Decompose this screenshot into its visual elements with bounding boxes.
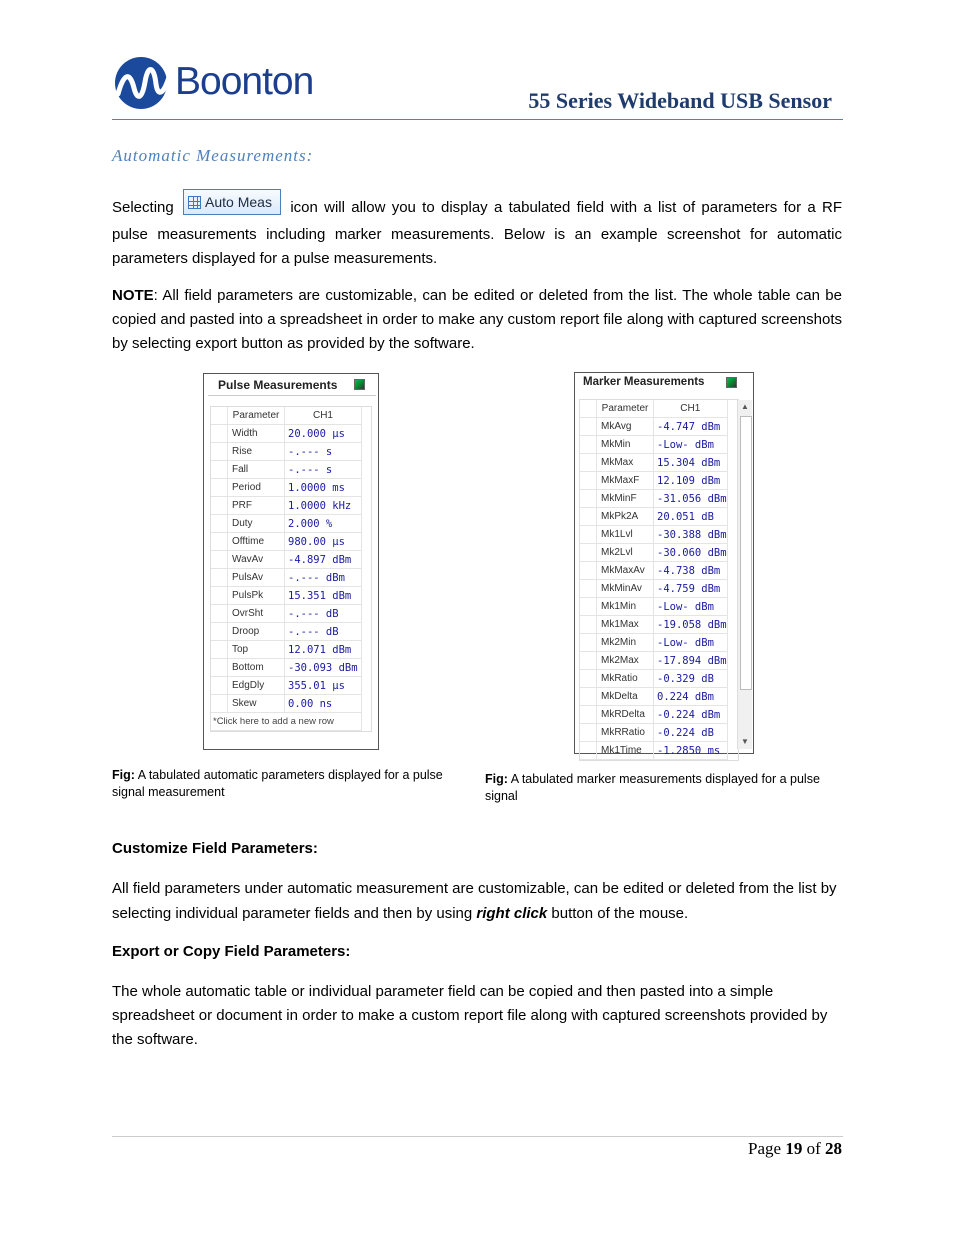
- page-number: [748, 1139, 842, 1159]
- parameter-value[interactable]: -Low- dBm: [654, 634, 728, 652]
- footer-divider: [112, 1136, 843, 1137]
- caption-text: A tabulated automatic parameters displayed for a pulse signal measurement: [112, 768, 443, 799]
- parameter-value[interactable]: -30.060 dBm: [654, 544, 728, 562]
- parameter-value[interactable]: 12.109 dBm: [654, 472, 728, 490]
- parameter-name[interactable]: MkMinAv: [597, 580, 654, 598]
- row-gutter: [580, 508, 597, 526]
- customize-text-after: button of the mouse.: [547, 905, 689, 922]
- parameter-value[interactable]: -.--- dBm: [285, 569, 362, 587]
- row-gutter: [211, 551, 228, 569]
- table-row[interactable]: [211, 587, 362, 605]
- row-gutter: [580, 724, 597, 742]
- table-row[interactable]: [211, 551, 362, 569]
- parameter-value[interactable]: 980.00 µs: [285, 533, 362, 551]
- parameter-value[interactable]: -19.058 dBm: [654, 616, 728, 634]
- scroll-up-icon[interactable]: ▲: [741, 402, 749, 411]
- parameter-value[interactable]: 20.000 µs: [285, 425, 362, 443]
- export-icon[interactable]: [726, 377, 737, 388]
- col-header-ch1: CH1: [285, 407, 362, 425]
- row-gutter: [211, 443, 228, 461]
- parameter-value[interactable]: 0.224 dBm: [654, 688, 728, 706]
- col-header-parameter: Parameter: [228, 407, 285, 425]
- parameter-value[interactable]: -0.224 dBm: [654, 706, 728, 724]
- parameter-name[interactable]: PulsPk: [228, 587, 285, 605]
- para1-before: Selecting: [112, 199, 174, 216]
- parameter-name[interactable]: EdgDly: [228, 677, 285, 695]
- customize-paragraph: [112, 876, 847, 926]
- parameter-name[interactable]: Period: [228, 479, 285, 497]
- parameter-value[interactable]: -.--- dB: [285, 605, 362, 623]
- parameter-value[interactable]: -0.329 dB: [654, 670, 728, 688]
- row-gutter: [580, 670, 597, 688]
- parameter-name[interactable]: Rise: [228, 443, 285, 461]
- table-row[interactable]: [211, 641, 362, 659]
- current-page: 19: [785, 1139, 803, 1158]
- parameter-value[interactable]: 12.071 dBm: [285, 641, 362, 659]
- row-gutter: [580, 472, 597, 490]
- table-row[interactable]: [580, 526, 727, 544]
- parameter-name[interactable]: MkMin: [597, 436, 654, 454]
- row-gutter: [580, 580, 597, 598]
- table-row[interactable]: [211, 659, 362, 677]
- row-gutter: [580, 616, 597, 634]
- col-header-parameter: Parameter: [597, 400, 654, 418]
- parameter-value[interactable]: 1.0000 kHz: [285, 497, 362, 515]
- parameter-name[interactable]: Mk1Lvl: [597, 526, 654, 544]
- section-heading: Automatic Measurements:: [112, 146, 314, 165]
- table-row[interactable]: [580, 436, 727, 454]
- table-row[interactable]: [580, 580, 727, 598]
- parameter-value[interactable]: -4.738 dBm: [654, 562, 728, 580]
- parameter-name[interactable]: Bottom: [228, 659, 285, 677]
- parameter-name[interactable]: OvrSht: [228, 605, 285, 623]
- table-row[interactable]: [211, 623, 362, 641]
- export-icon[interactable]: [354, 379, 365, 390]
- parameter-name[interactable]: MkMax: [597, 454, 654, 472]
- parameter-name[interactable]: Duty: [228, 515, 285, 533]
- table-row[interactable]: [580, 562, 727, 580]
- customize-emphasis: right click: [476, 905, 548, 922]
- parameter-name[interactable]: Fall: [228, 461, 285, 479]
- add-row[interactable]: [211, 713, 362, 731]
- row-gutter: [211, 497, 228, 515]
- parameter-value[interactable]: -.--- s: [285, 461, 362, 479]
- table-row[interactable]: [580, 706, 727, 724]
- row-gutter: [211, 479, 228, 497]
- table-row[interactable]: [580, 472, 727, 490]
- figure-caption-pulse: [112, 767, 472, 801]
- parameter-name[interactable]: Skew: [228, 695, 285, 713]
- row-gutter: [211, 515, 228, 533]
- marker-panel-title: Marker Measurements: [583, 376, 705, 388]
- parameter-value[interactable]: 1.0000 ms: [285, 479, 362, 497]
- parameter-name[interactable]: MkMaxAv: [597, 562, 654, 580]
- table-row[interactable]: [211, 461, 362, 479]
- table-row[interactable]: [211, 425, 362, 443]
- customize-text-before: All field parameters under automatic measurement are customizable, can be edited or deleted from the list by selecting individual parameter fields and then by using: [112, 880, 837, 922]
- parameter-value[interactable]: -4.897 dBm: [285, 551, 362, 569]
- row-gutter: [211, 533, 228, 551]
- parameter-value[interactable]: 20.051 dB: [654, 508, 728, 526]
- pulse-measurements-panel: [203, 373, 379, 750]
- caption-label: Fig:: [112, 768, 135, 782]
- row-gutter: [580, 526, 597, 544]
- parameter-value[interactable]: -30.388 dBm: [654, 526, 728, 544]
- row-gutter: [580, 544, 597, 562]
- row-gutter: [580, 562, 597, 580]
- of-label: of: [806, 1139, 821, 1158]
- parameter-value[interactable]: -30.093 dBm: [285, 659, 362, 677]
- row-gutter: [580, 652, 597, 670]
- parameter-name[interactable]: MkMinF: [597, 490, 654, 508]
- parameter-name[interactable]: Width: [228, 425, 285, 443]
- parameter-name[interactable]: Mk2Max: [597, 652, 654, 670]
- parameter-value[interactable]: 15.304 dBm: [654, 454, 728, 472]
- parameter-name[interactable]: Offtime: [228, 533, 285, 551]
- table-header-row: [580, 400, 727, 418]
- row-gutter: [580, 454, 597, 472]
- auto-meas-label: Auto Meas: [205, 194, 272, 210]
- figure-caption-marker: [485, 771, 845, 805]
- add-row-link[interactable]: *Click here to add a new row: [211, 713, 362, 731]
- table-row[interactable]: [211, 677, 362, 695]
- table-row[interactable]: [211, 695, 362, 713]
- parameter-value[interactable]: -.--- s: [285, 443, 362, 461]
- marker-table: [580, 400, 728, 760]
- row-gutter: [211, 587, 228, 605]
- grid-icon: [188, 196, 201, 209]
- parameter-value[interactable]: -Low- dBm: [654, 436, 728, 454]
- page-label: Page: [748, 1139, 782, 1158]
- row-gutter: [211, 461, 228, 479]
- parameter-value[interactable]: 0.00 ns: [285, 695, 362, 713]
- table-row[interactable]: [211, 533, 362, 551]
- table-row[interactable]: [211, 605, 362, 623]
- parameter-name[interactable]: Mk1Max: [597, 616, 654, 634]
- note-label: NOTE: [112, 287, 154, 304]
- table-row[interactable]: [580, 742, 727, 760]
- parameter-value[interactable]: -Low- dBm: [654, 598, 728, 616]
- parameter-name[interactable]: Droop: [228, 623, 285, 641]
- scroll-thumb[interactable]: [740, 416, 752, 690]
- row-gutter: [580, 598, 597, 616]
- parameter-name[interactable]: MkRRatio: [597, 724, 654, 742]
- parameter-value[interactable]: -0.224 dB: [654, 724, 728, 742]
- row-gutter: [580, 634, 597, 652]
- parameter-value[interactable]: -4.759 dBm: [654, 580, 728, 598]
- table-row[interactable]: [580, 670, 727, 688]
- parameter-name[interactable]: PRF: [228, 497, 285, 515]
- export-heading: Export or Copy Field Parameters:: [112, 943, 351, 960]
- parameter-value[interactable]: 15.351 dBm: [285, 587, 362, 605]
- note-text: : All field parameters are customizable, can be edited or deleted from the list. The whole table can be copied and pasted into a spreadsheet in order to make any custom report file along with captured screenshots by selecting export button as provided by the software.: [112, 287, 842, 352]
- table-row[interactable]: [211, 515, 362, 533]
- table-row[interactable]: [211, 497, 362, 515]
- title-divider: [208, 395, 376, 396]
- table-row[interactable]: [580, 652, 727, 670]
- pulse-table-wrap: [210, 406, 372, 732]
- table-row[interactable]: [211, 443, 362, 461]
- logo-text: Boonton: [175, 60, 314, 103]
- header-divider: [112, 119, 843, 120]
- parameter-value[interactable]: 2.000 %: [285, 515, 362, 533]
- row-gutter: [580, 436, 597, 454]
- col-header-ch1: CH1: [654, 400, 728, 418]
- row-gutter: [580, 490, 597, 508]
- row-gutter: [211, 569, 228, 587]
- marker-measurements-panel: [574, 372, 754, 757]
- row-gutter: [211, 605, 228, 623]
- total-pages: 28: [825, 1139, 842, 1158]
- parameter-name[interactable]: Mk1Min: [597, 598, 654, 616]
- parameter-name[interactable]: MkAvg: [597, 418, 654, 436]
- row-gutter: [580, 688, 597, 706]
- parameter-name[interactable]: Mk2Min: [597, 634, 654, 652]
- parameter-name[interactable]: MkRDelta: [597, 706, 654, 724]
- parameter-name[interactable]: MkDelta: [597, 688, 654, 706]
- row-gutter: [580, 400, 597, 418]
- row-gutter: [580, 706, 597, 724]
- scroll-down-icon[interactable]: ▼: [741, 737, 749, 746]
- table-row[interactable]: [580, 688, 727, 706]
- pulse-panel-title: Pulse Measurements: [218, 378, 338, 392]
- para1-after: icon will allow you to display a tabulated field with a list of parameters for a RF pulse measurements including marker measurements. Below is an example screenshot for automatic parameters displayed for a pulse measurements.: [112, 199, 842, 267]
- row-gutter: [211, 677, 228, 695]
- logo-mark-icon: [112, 54, 174, 112]
- row-gutter: [580, 742, 597, 760]
- parameter-name[interactable]: Mk2Lvl: [597, 544, 654, 562]
- row-gutter: [211, 407, 228, 425]
- table-row[interactable]: [211, 569, 362, 587]
- table-row[interactable]: [580, 418, 727, 436]
- intro-paragraph: [112, 196, 842, 271]
- table-row[interactable]: [580, 544, 727, 562]
- table-row[interactable]: [580, 508, 727, 526]
- table-row[interactable]: [211, 479, 362, 497]
- parameter-value[interactable]: -1.2850 ms: [654, 742, 728, 760]
- parameter-value[interactable]: -31.056 dBm: [654, 490, 728, 508]
- table-row[interactable]: [580, 616, 727, 634]
- table-header-row: [211, 407, 362, 425]
- marker-table-wrap: [579, 399, 739, 761]
- row-gutter: [211, 623, 228, 641]
- auto-meas-button[interactable]: [183, 189, 281, 215]
- parameter-name[interactable]: MkPk2A: [597, 508, 654, 526]
- parameter-name[interactable]: Mk1Time: [597, 742, 654, 760]
- row-gutter: [211, 695, 228, 713]
- row-gutter: [211, 641, 228, 659]
- customize-heading: Customize Field Parameters:: [112, 840, 318, 857]
- table-row[interactable]: [580, 724, 727, 742]
- document-title: 55 Series Wideband USB Sensor: [528, 88, 832, 113]
- row-gutter: [211, 659, 228, 677]
- parameter-name[interactable]: MkRatio: [597, 670, 654, 688]
- parameter-value[interactable]: -4.747 dBm: [654, 418, 728, 436]
- table-row[interactable]: [580, 598, 727, 616]
- row-gutter: [580, 418, 597, 436]
- table-row[interactable]: [580, 454, 727, 472]
- row-gutter: [211, 425, 228, 443]
- export-paragraph: The whole automatic table or individual parameter field can be copied and then pasted into a simple spreadsheet or document in order to make a custom report file along with captured screenshots provided by the software.: [112, 983, 828, 1048]
- pulse-table: [211, 407, 362, 731]
- marker-scrollbar[interactable]: [737, 400, 752, 749]
- caption-text: A tabulated marker measurements displayed for a pulse signal: [485, 772, 820, 803]
- table-row[interactable]: [580, 634, 727, 652]
- note-paragraph: [112, 284, 842, 356]
- table-row[interactable]: [580, 490, 727, 508]
- parameter-value[interactable]: -17.894 dBm: [654, 652, 728, 670]
- parameter-value[interactable]: 355.01 µs: [285, 677, 362, 695]
- caption-label: Fig:: [485, 772, 508, 786]
- parameter-name[interactable]: MkMaxF: [597, 472, 654, 490]
- parameter-name[interactable]: PulsAv: [228, 569, 285, 587]
- parameter-name[interactable]: WavAv: [228, 551, 285, 569]
- parameter-value[interactable]: -.--- dB: [285, 623, 362, 641]
- parameter-name[interactable]: Top: [228, 641, 285, 659]
